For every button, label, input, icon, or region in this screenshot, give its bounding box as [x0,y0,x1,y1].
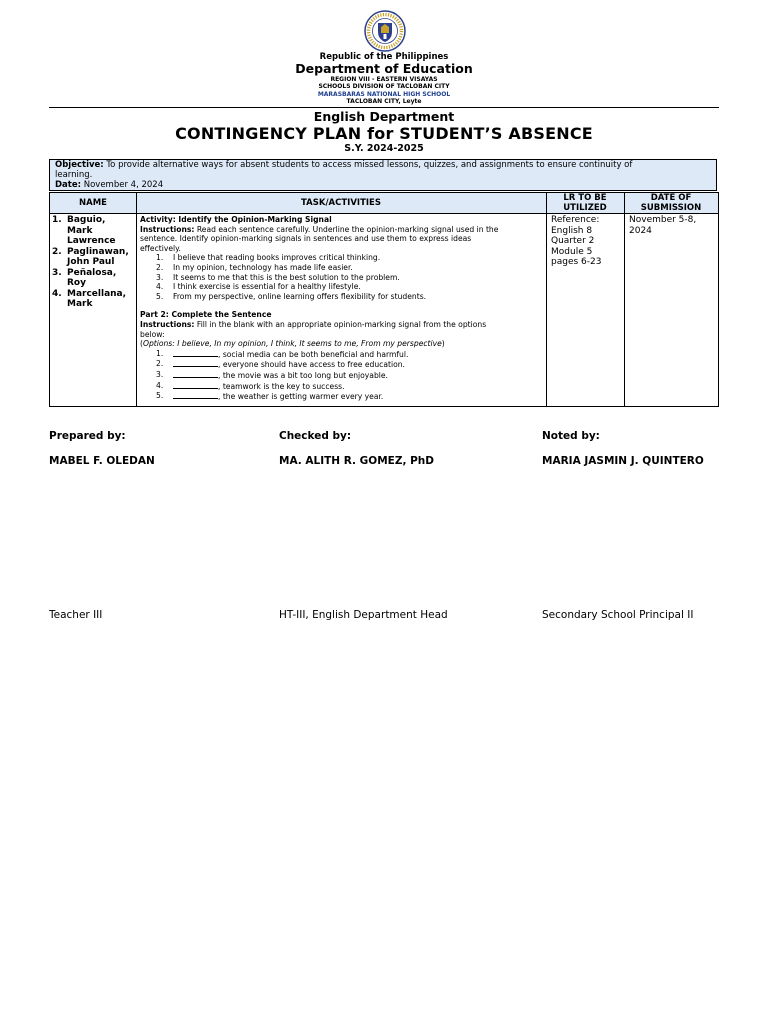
school-name: MARASBARAS NATIONAL HIGH SCHOOL [317,90,451,98]
objective-text-1: To provide alternative ways for absent students to access missed lessons, quizzes, and assignments to ensure continuity of [106,160,633,170]
list-item: 3. Peñalosa, Roy [52,267,117,288]
blank-line [173,359,218,367]
division-line: SCHOOLS DIVISION OF TACLOBAN CITY [318,83,450,90]
objective-label: Objective: [55,160,104,170]
part2-title: Part 2: Complete the Sentence [140,310,272,320]
prepared-title: Teacher III [49,609,103,621]
table-header-row [50,193,718,214]
header-lr [546,193,624,213]
prepared-label: Prepared by: [49,430,126,442]
header-name: NAME [79,198,107,208]
student-names [52,215,136,310]
noted-name: MARIA JASMIN J. QUINTERO [542,455,704,467]
school-location: TACLOBAN CITY, Leyte [346,98,422,105]
department-name: Department of Education [295,61,473,76]
prepared-name: MABEL F. OLEDAN [49,455,155,467]
blank-line [173,349,218,357]
list-item: 3. It seems to me that this is the best solution to the problem. [156,272,400,282]
list-item: 1. Baguio, Mark Lawrence [52,215,116,246]
submission-date: November 5-8, 2024 [629,215,697,236]
checked-title: HT-III, English Department Head [279,609,448,621]
list-item: 2. , everyone should have access to free education. [156,359,405,370]
header-lr-line1: LR TO BE [563,193,607,203]
blank-line [173,391,218,399]
blank-line [173,370,218,378]
options-line: (Options: I believe, In my opinion, I think, It seems to me, From my perspective) [140,339,445,349]
task-activities: Activity: Identify the Opinion-Marking Signal Instructions: Read each sentence carefully. Underline the opinion-marking signal used in the sentence. Identify opinion-marking signals in sentences and use them to express ideas effectively. 1. I believe that reading books improves critical thinking. 2. In my opinion, technology has made life easier. 3. It seems to me that this is the best solution to the problem. 4. I think exercise is essential for a healthy lifestyle. 5. From my perspective, online learning offers flexibility for students. Part 2: Complete the Sentence Instructions: Fill in the blank with an appropriate opinion-marking signal from the options below: (Options: I believe, In my opinion, I think, It seems to me, From my perspective) 1. , social media can be both beneficial and harmful. 2. , everyone should have access to free education. 3. , the movie was a bit too long but enjoyable. 4. , teamwork is the key to success. 5. , the weather is getting warmer every year. [140,215,540,402]
objective-band [49,159,717,191]
activity-table [49,192,719,407]
list-item: 5. , the weather is getting warmer every year. [156,391,384,402]
checked-name: MA. ALITH R. GOMEZ, PhD [279,455,434,467]
list-item: 2. Paglinawan, John Paul [52,246,129,267]
department-unit: English Department [313,109,455,124]
list-item: 4. Marcellana, Mark [52,288,127,309]
header-date-line1: DATE OF [650,193,692,203]
list-item: 2. In my opinion, technology has made life easier. [156,262,353,272]
column-divider [136,193,137,406]
list-item: 3. , the movie was a bit too long but enjoyable. [156,369,388,380]
column-divider [546,193,547,406]
noted-label: Noted by: [542,430,600,442]
header-task: TASK/ACTIVITIES [301,198,381,208]
list-item: 1. , social media can be both beneficial and harmful. [156,348,409,359]
region-line: REGION VIII - EASTERN VISAYAS [330,76,438,83]
activity-title: Activity: Identify the Opinion-Marking Signal [140,215,332,224]
date-value: November 4, 2024 [83,180,164,190]
noted-title: Secondary School Principal II [542,609,694,621]
blank-line [173,381,218,389]
republic-line: Republic of the Philippines [319,52,449,62]
header-lr-line2: UTILIZED [563,203,607,213]
list-item: 4. , teamwork is the key to success. [156,380,345,391]
header-date [624,193,718,213]
list-item: 5. From my perspective, online learning offers flexibility for students. [156,291,427,301]
header-divider [49,107,719,108]
deped-seal-logo [364,10,406,52]
instructions-label: Instructions: [140,319,195,329]
list-item: 1. I believe that reading books improves critical thinking. [156,253,381,263]
header-date-line2: SUBMISSION [640,203,702,213]
learning-resources: Reference: English 8 Quarter 2 Module 5 pages 6-23 [551,215,602,267]
date-label: Date: [55,180,82,190]
list-item: 4. I think exercise is essential for a healthy lifestyle. [156,282,361,292]
objective-text-2: learning. [55,170,93,180]
instructions-label: Instructions: [140,224,195,234]
checked-label: Checked by: [279,430,352,442]
school-year: S.Y. 2024-2025 [344,143,424,154]
page-title: CONTINGENCY PLAN for STUDENT’S ABSENCE [175,124,593,143]
